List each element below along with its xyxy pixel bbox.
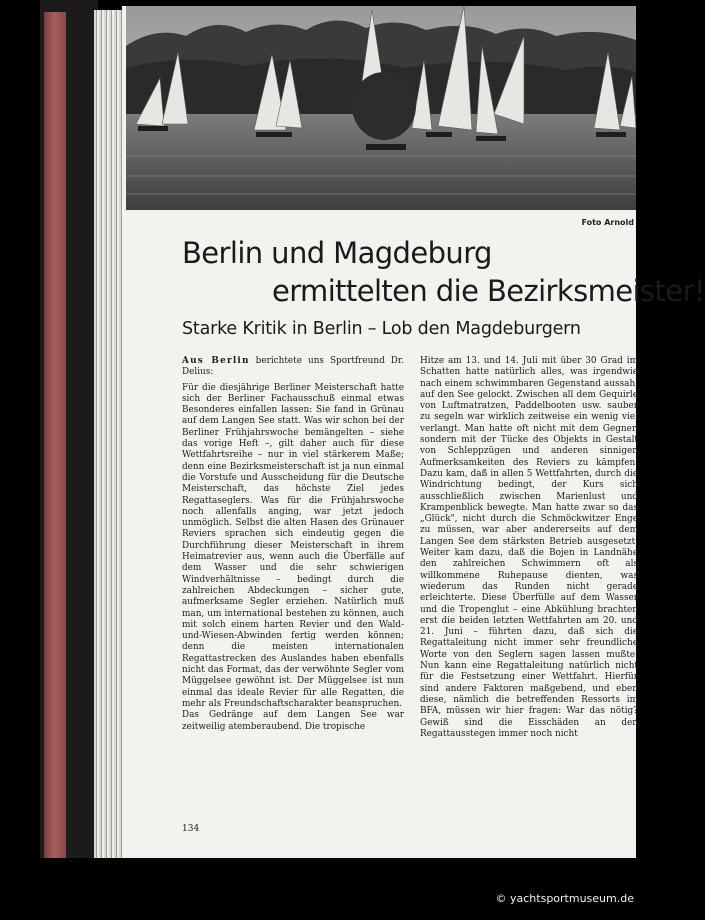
sailboats-image [126, 6, 636, 210]
headline-line-2: ermittelten die Bezirksmeister! [272, 274, 705, 308]
article-column-2 [420, 356, 638, 740]
page-number: 134 [182, 824, 200, 834]
headline-line-1: Berlin und Magdeburg [182, 236, 492, 270]
book-cover-edge [44, 12, 66, 858]
lead-location: Aus Berlin [182, 356, 250, 366]
page-edges [94, 10, 124, 858]
body-paragraph: Hitze am 13. und 14. Juli mit über 30 Grad im Schatten hatte natürlich alles, was irgendwie nach einem schwimmbaren Gegenstand aussah, auf den See gelockt. Zwischen all dem Gequirle von Luftmatratzen, Paddelbooten usw. sauber zu segeln war wirklich zeitweise ein wenig viel verlangt. Man hatte oft nicht mit dem Gegner, sondern mit der Tücke des Objekts in Gestalt von Schleppzügen und anderen sinnigen Aufmerksamkeiten des Reviers zu kämpfen. Dazu kam, daß in allen 5 Wettfahrten, durch die Windrichtung bedingt, der Kurs sich ausschließlich zwischen Marienlust und Krampenblick bewegte. Man hatte zwar so das „Glück", nicht durch die Schmöckwitzer Enge zu müssen, war aber andererseits auf dem Langen See dem stärksten Betrieb ausgesetzt. Weiter kam dazu, daß die Bojen in Landnähe den zahlreichen Schwimmern oft als willkommene Ruhepause dienten, was wiederum das Runden nicht gerade erleichterte. Diese Überfülle auf dem Wasser und die Tropenglut – eine Abkühlung brachten erst die beiden letzten Wettfahrten am 20. und 21. Juni – führten dazu, daß sich die Regattaleitung nicht immer sehr freundliche Worte von den Seglern sagen lassen mußte. Nun kann eine Regattaleitung natürlich nicht für die Festsetzung einer Wettfahrt. Hierfür sind andere Faktoren maßgebend, und eben diese, nämlich die betreffenden Ressorts im BFA, müssen wir hier fragen: War das nötig? Gewiß sind die Eisschäden an den Regattausstegen immer noch nicht [420, 356, 638, 739]
magazine-page [122, 6, 705, 858]
regatta-photo [126, 6, 636, 210]
photo-credit: Foto Arnold [581, 218, 634, 227]
body-paragraph: Das Gedränge auf dem Langen See war zeitweilig atemberaubend. Die tropische [182, 710, 404, 732]
lead-text: berichtete uns Sportfreund Dr. Delius: [182, 356, 404, 378]
copyright-watermark: © yachtsportmuseum.de [495, 892, 634, 905]
body-paragraph: Für die diesjährige Berliner Meisterschaft hatte sich der Berliner Fachausschuß einmal etwas Besonderes einfallen lassen: Sie fand in Grünau auf dem Langen See statt. Was wir schon bei der Berliner Frühjahrswoche bemängelten – siehe das vorige Heft –, gilt daher auch für diese Wettfahrtsreihe – nur in viel stärkerem Maße; denn eine Bezirksmeisterschaft ist ja nun einmal die Vorstufe und Ausscheidung für die Deutsche Meisterschaft, das höchste Ziel jedes Regattaseglers. Was für die Frühjahrswoche noch allenfalls anging, war jetzt jedoch unmöglich. Selbst die alten Hasen des Grünauer Reviers sprachen sich eindeutig gegen die Durchführung dieser Meisterschaft in ihrem Heimatrevier aus, wenn auch die Überfälle auf dem Wasser und die sehr schwierigen Windverhältnisse – bedingt durch die zahlreichen Abdeckungen – sicher gute, aufmerksame Segler erziehen. Natürlich muß man, um international bestehen zu können, auch mit solch einem harten Revier und den Wald-und-Wiesen-Abwinden fertig werden können; denn die meisten internationalen Regattastrecken des Auslandes haben ebenfalls nicht das Format, das der verwöhnte Segler vom Müggelsee gewöhnt ist. Der Müggelsee ist nun einmal das ideale Revier für alle Regatten, die mehr als Freundschaftscharakter beanspruchen. [182, 382, 404, 709]
lead-paragraph [182, 356, 404, 379]
article-column-1 [182, 356, 404, 733]
subheadline: Starke Kritik in Berlin – Lob den Magdeburgern [182, 319, 581, 339]
